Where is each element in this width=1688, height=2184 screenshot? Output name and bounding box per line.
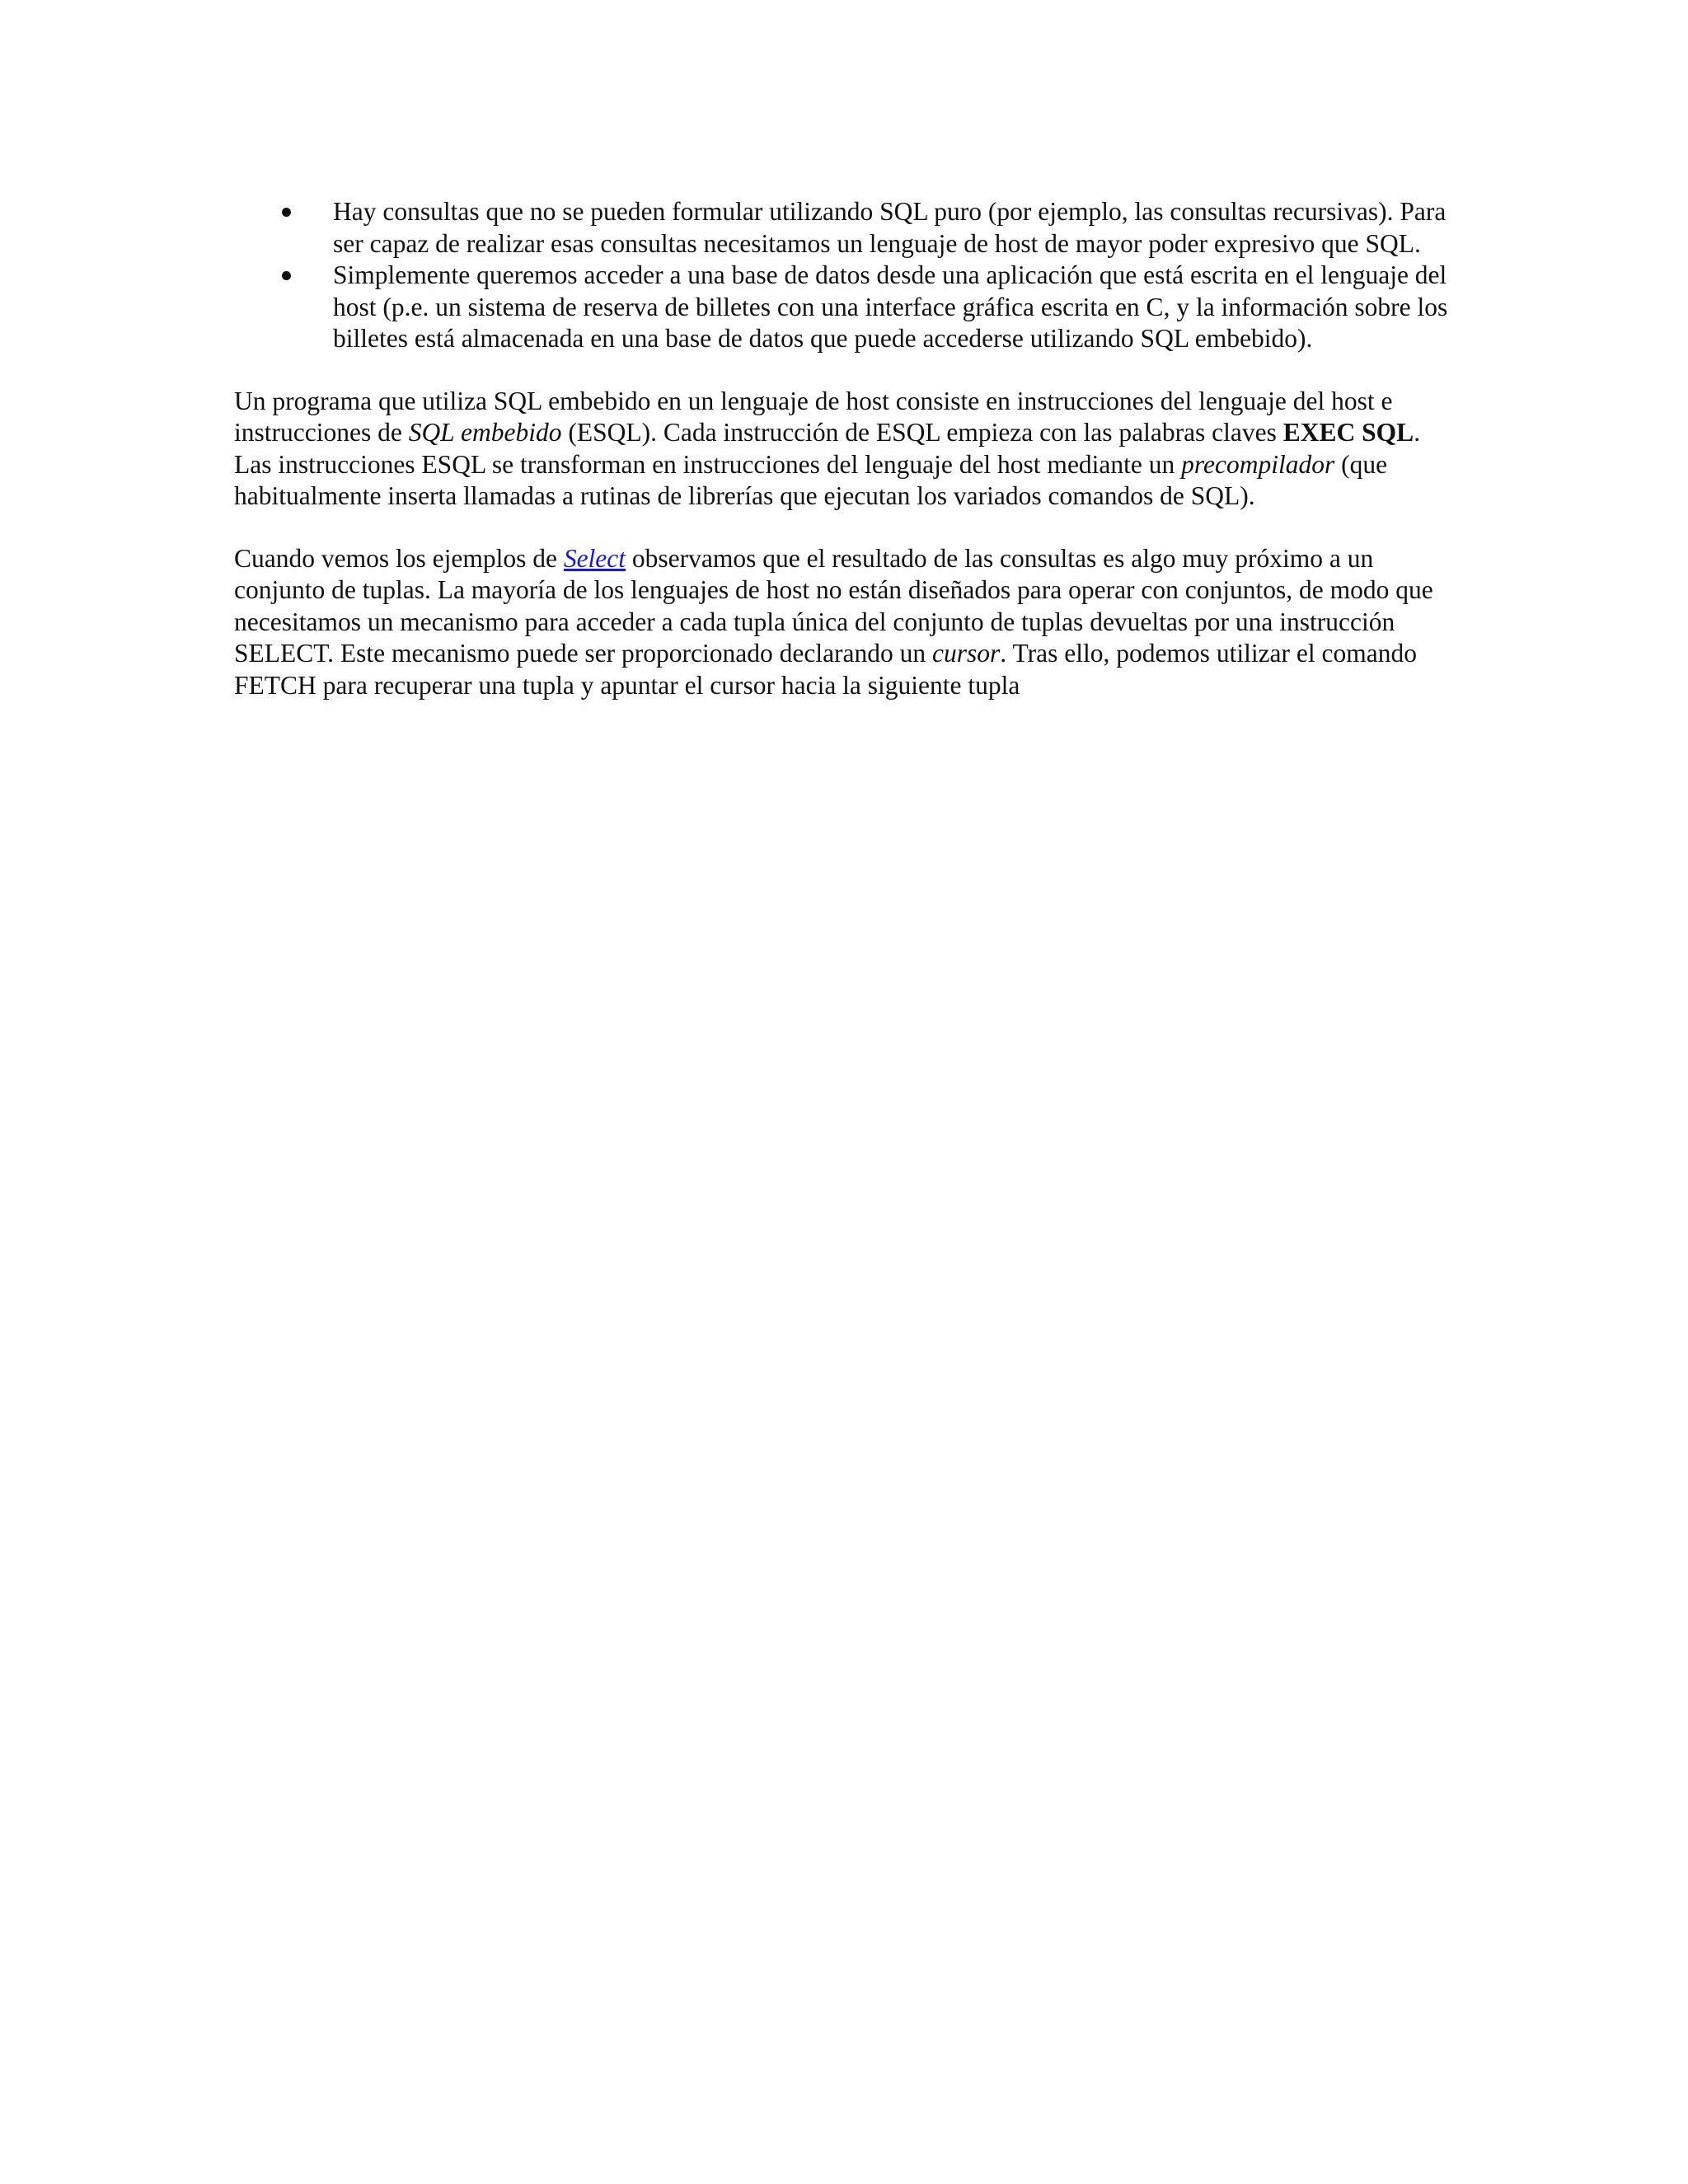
paragraph-esql-intro — [234, 386, 1454, 513]
text-run: observamos que el resultado de las consultas es algo muy próximo a un conjunto de tuplas. La mayoría de los lenguajes de host no están diseñados para operar con conjuntos, de modo que necesitamos un mecanismo para acceder a cada tupla única del conjunto de tuplas devueltas por una instrucción SELECT. Este mecanismo puede ser proporcionado declarando un — [234, 543, 1433, 668]
list-item-text: Simplemente queremos acceder a una base de datos desde una aplicación que está escrita en el lenguaje del host (p.e. un sistema de reserva de billetes con una interface gráfica escrita en C, y la información sobre los billetes está almacenada en una base de datos que puede accederse utilizando SQL embebido). — [333, 260, 1448, 353]
bullet-icon — [282, 271, 291, 280]
document-body — [234, 196, 1454, 701]
bullet-icon — [282, 208, 291, 217]
paragraph-cursor — [234, 543, 1454, 702]
text-run: Cuando vemos los ejemplos de — [234, 543, 564, 573]
bullet-list — [234, 196, 1454, 355]
list-item-text: Hay consultas que no se pueden formular utilizando SQL puro (por ejemplo, las consultas recursivas). Para ser capaz de realizar esas consultas necesitamos un lenguaje de host de mayor poder expresivo que SQL. — [333, 197, 1447, 258]
bold-keyword: EXEC SQL — [1282, 418, 1414, 447]
paragraph-spacer — [234, 513, 1454, 543]
italic-term: SQL embebido — [408, 418, 562, 447]
list-item — [234, 260, 1454, 355]
text-run: . Tras ello, podemos utilizar el comando FETCH para recuperar una tupla y apuntar el cursor hacia la siguiente tupla — [234, 639, 1417, 700]
text-run: (que habitualmente inserta llamadas a rutinas de librerías que ejecutan los variados comandos de SQL). — [234, 449, 1388, 510]
italic-term: cursor — [932, 639, 1001, 668]
text-run: . Las instrucciones ESQL se transforman en instrucciones del lenguaje del host mediante un — [234, 418, 1421, 479]
paragraph-spacer — [234, 355, 1454, 386]
text-run: Un programa que utiliza SQL embebido en un lenguaje de host consiste en instrucciones del lenguaje del host e instrucciones de — [234, 386, 1393, 447]
text-run: (ESQL). Cada instrucción de ESQL empieza con las palabras claves — [561, 418, 1283, 447]
italic-term: precompilador — [1181, 449, 1335, 479]
select-link[interactable]: Select — [563, 543, 626, 573]
list-item — [234, 196, 1454, 260]
